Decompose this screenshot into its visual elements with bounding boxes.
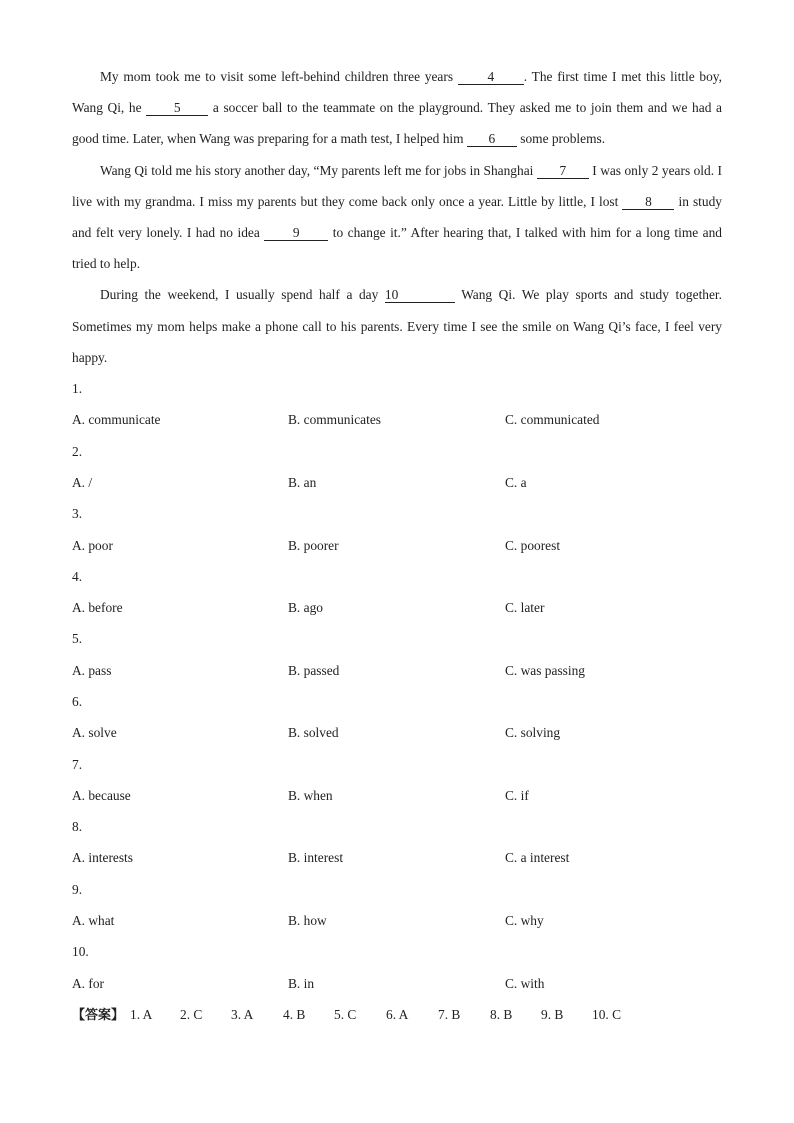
option-a: A. interests xyxy=(72,850,133,866)
question-number: 3. xyxy=(72,506,83,522)
blank-7: 7 xyxy=(537,163,589,179)
option-b: B. when xyxy=(288,787,333,803)
text: some problems. xyxy=(516,131,606,147)
blank-10: 10 xyxy=(385,287,455,303)
question-options xyxy=(72,530,722,561)
passage-paragraph-3 xyxy=(72,279,722,373)
option-a: A. for xyxy=(72,975,104,991)
question-options xyxy=(72,968,722,999)
answer-item: 7. B xyxy=(438,1006,461,1022)
text: Wang Qi. We play sports and study together. Sometimes my mom helps make a phone call to his parents. Every time I see the smile on Wang Qi’s face, I feel very happy. xyxy=(72,287,722,365)
answer-item: 10. C xyxy=(592,1006,622,1022)
option-c: C. poorest xyxy=(505,537,561,553)
text: Wang Qi told me his story another day, “My parents left me for jobs in Shanghai xyxy=(100,162,537,178)
option-c: C. a interest xyxy=(505,850,570,866)
question-number: 5. xyxy=(72,631,83,647)
question-options xyxy=(72,655,722,686)
answer-item: 1. A xyxy=(130,1006,153,1022)
option-a: A. solve xyxy=(72,725,117,741)
question-options xyxy=(72,905,722,936)
option-b: B. passed xyxy=(288,662,340,678)
option-a: A. because xyxy=(72,787,131,803)
option-b: B. how xyxy=(288,913,327,929)
question-options xyxy=(72,467,722,498)
question-options xyxy=(72,717,722,748)
option-b: B. communicates xyxy=(288,412,381,428)
blank-8: 8 xyxy=(622,194,674,210)
text: My mom took me to visit some left-behind children three years xyxy=(100,69,458,84)
text: in study and felt very lonely. I had no idea xyxy=(72,193,722,241)
option-b: B. solved xyxy=(288,725,339,741)
question-options xyxy=(72,842,722,873)
text: I was only 2 years old. I live with my grandma. I miss my parents but they come back only once a year. Little by little, I lost xyxy=(72,162,722,209)
option-a: A. pass xyxy=(72,662,112,678)
option-a: A. before xyxy=(72,600,123,616)
option-c: C. solving xyxy=(505,725,561,741)
question-number: 8. xyxy=(72,819,83,835)
question-number: 2. xyxy=(72,443,83,459)
text: . The first time I met this little boy, Wang Qi, he xyxy=(72,69,722,116)
option-c: C. communicated xyxy=(505,412,600,428)
answer-key xyxy=(72,999,722,1030)
question-number: 9. xyxy=(72,881,83,897)
blank-5: 5 xyxy=(146,100,208,116)
option-c: C. was passing xyxy=(505,662,585,678)
answer-item: 8. B xyxy=(490,1006,513,1022)
question-number: 6. xyxy=(72,694,83,709)
option-c: C. if xyxy=(505,787,529,803)
answer-label: 【答案】 xyxy=(72,1007,125,1023)
answer-item: 5. C xyxy=(334,1006,357,1022)
blank-4: 4 xyxy=(458,69,524,85)
question-number: 7. xyxy=(72,756,83,772)
text: During the weekend, I usually spend half a day xyxy=(100,287,385,303)
option-c: C. later xyxy=(505,600,545,616)
option-a: A. poor xyxy=(72,537,113,553)
passage-paragraph-1 xyxy=(72,61,722,155)
option-b: B. an xyxy=(288,474,317,490)
option-b: B. poorer xyxy=(288,537,339,553)
text: a soccer ball to the teammate on the playground. They asked me to join them and we had a good time. Later, when Wang was preparing for a math test, I helped him xyxy=(72,100,722,147)
content xyxy=(72,61,722,1030)
question-number: 10. xyxy=(72,944,89,960)
answer-item: 9. B xyxy=(541,1006,564,1022)
question-options xyxy=(72,592,722,623)
option-b: B. ago xyxy=(288,600,323,616)
option-a: A. communicate xyxy=(72,412,161,428)
question-options xyxy=(72,404,722,435)
text: to change it.” After hearing that, I talked with him for a long time and tried to help. xyxy=(72,225,723,272)
question-list xyxy=(72,373,722,999)
option-a: A. what xyxy=(72,913,115,929)
option-b: B. in xyxy=(288,975,315,991)
option-c: C. why xyxy=(505,913,544,929)
option-a: A. / xyxy=(72,474,93,490)
option-c: C. a xyxy=(505,474,527,490)
option-b: B. interest xyxy=(288,850,344,866)
option-c: C. with xyxy=(505,975,545,991)
answer-item: 2. C xyxy=(180,1006,203,1022)
question-number: 1. xyxy=(72,381,83,397)
answer-item: 3. A xyxy=(231,1006,254,1022)
blank-9: 9 xyxy=(264,225,328,241)
question-number: 4. xyxy=(72,568,83,584)
question-options xyxy=(72,780,722,811)
passage-paragraph-2 xyxy=(72,155,722,280)
answer-item: 6. A xyxy=(386,1006,409,1022)
blank-6: 6 xyxy=(467,131,517,147)
answer-item: 4. B xyxy=(283,1006,306,1022)
